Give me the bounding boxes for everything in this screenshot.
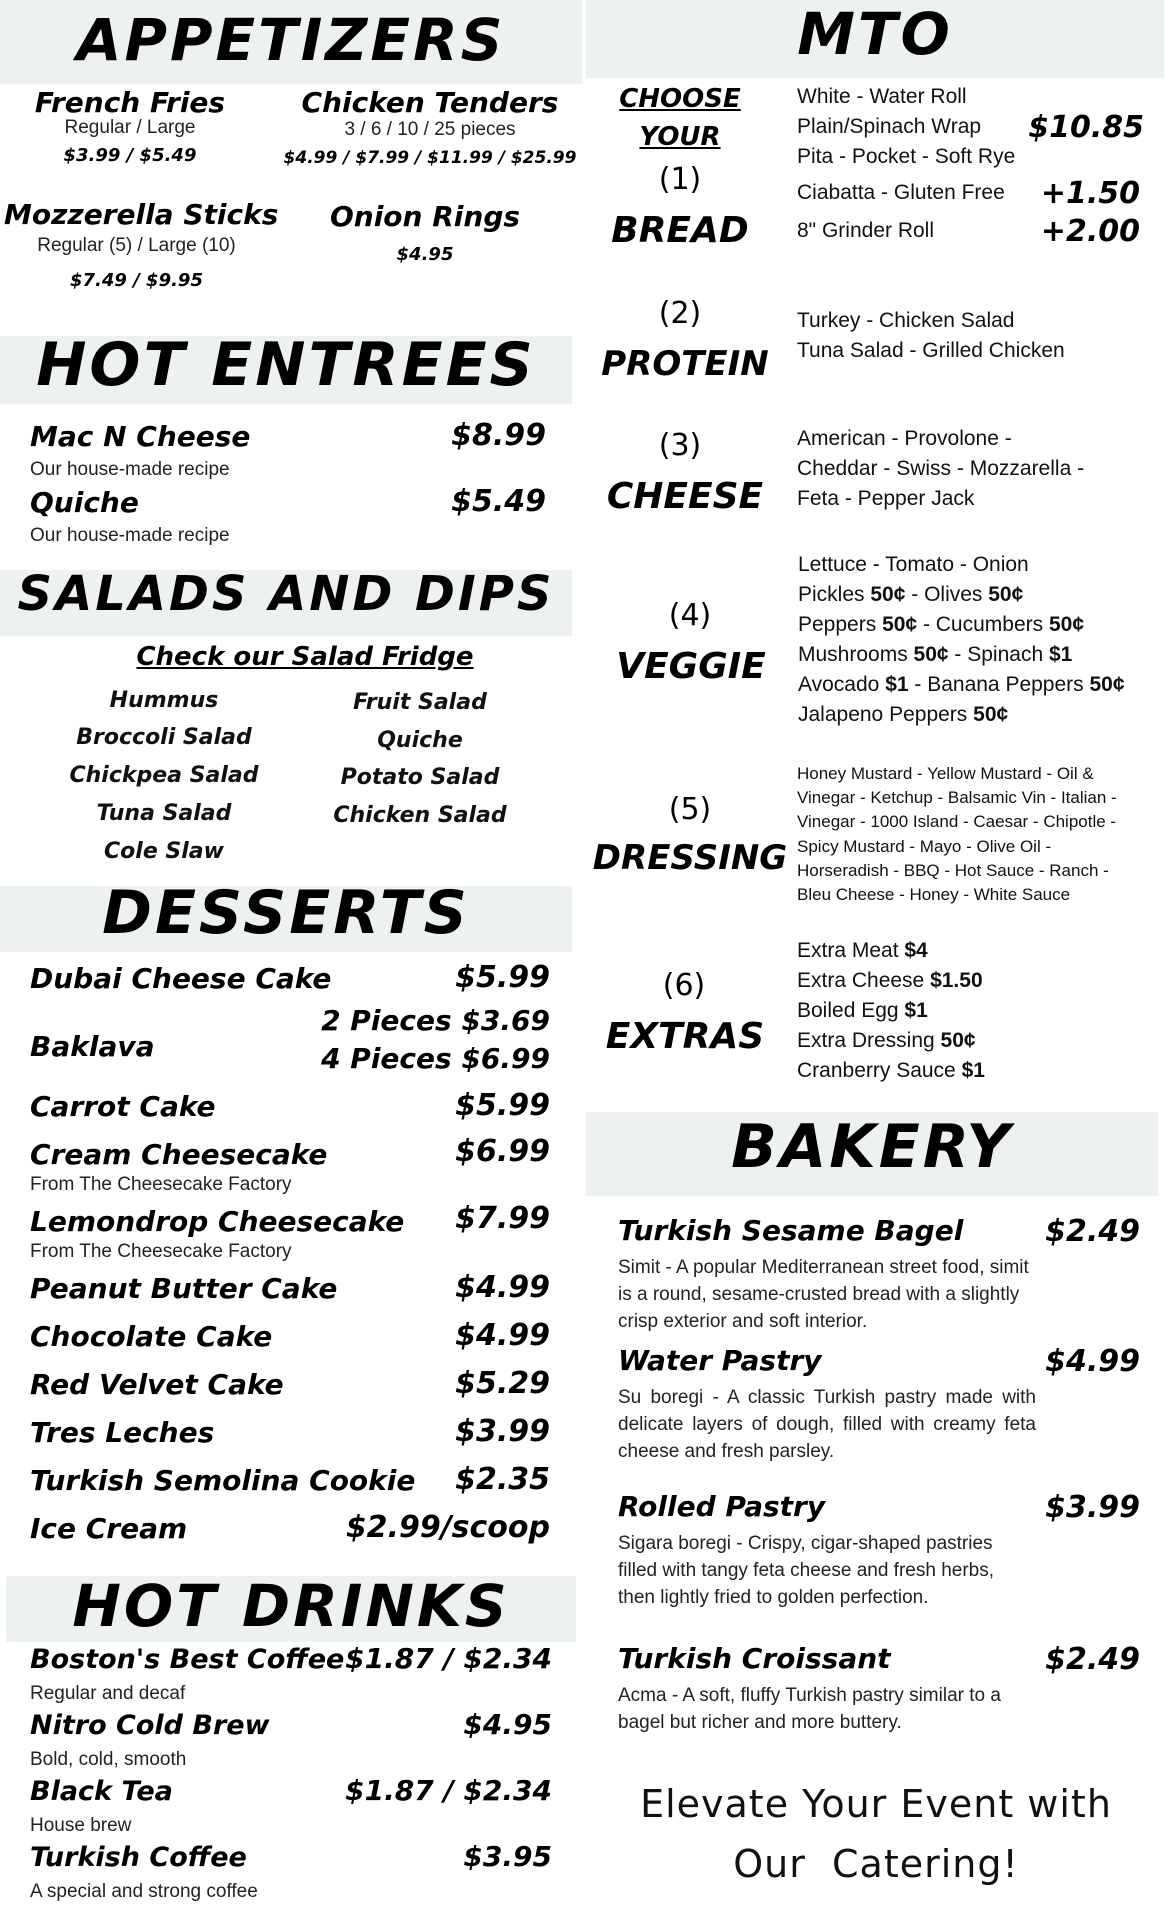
step-number: (6) [662, 968, 706, 1003]
dessert-name: Peanut Butter Cake [30, 1272, 338, 1305]
bread-option: Ciabatta - Gluten Free [797, 181, 1005, 204]
mto-title: MTO [797, 0, 953, 68]
salad-item: Broccoli Salad [76, 725, 252, 750]
protein-option: Turkey - Chicken Salad [797, 309, 1015, 332]
step-label-extras: EXTRAS [605, 1016, 765, 1057]
appetizer-price: $3.99 / $5.49 [63, 145, 197, 166]
veggie-price: $1 [1048, 643, 1073, 666]
veggie-text: Lettuce - Tomato - Onion [798, 553, 1029, 576]
appetizer-detail: Regular / Large [64, 117, 196, 138]
dressing-options: Bleu Cheese - Honey - White Sauce [797, 885, 1071, 904]
dessert-price: 2 Pieces $3.69 [321, 1004, 550, 1037]
veggie-option [798, 670, 1125, 700]
bakery-item-description: Acma - A soft, fluffy Turkish pastry similar to a bagel but richer and more buttery. [618, 1685, 1001, 1733]
bread-option: White - Water Roll [797, 85, 967, 108]
extra-option [797, 1026, 976, 1056]
veggie-option [798, 610, 1084, 640]
veggie-option [798, 700, 1008, 730]
bakery-item-description: Sigara boregi - Crispy, cigar-shaped pastries filled with tangy feta cheese and fresh herbs, then lightly fried to golden perfection. [618, 1533, 995, 1608]
salad-item: Tuna Salad [96, 801, 232, 826]
drink-description: Regular and decaf [30, 1683, 186, 1704]
desserts-title: DESSERTS [102, 878, 470, 948]
veggie-option [798, 550, 1029, 580]
extra-name: Extra Dressing [797, 1029, 941, 1052]
salad-item: Hummus [109, 688, 219, 713]
extra-price: $1 [904, 999, 928, 1022]
dressing-options: Vinegar - Ketchup - Balsamic Vin - Italian - [797, 788, 1117, 807]
salads-title: SALADS AND DIPS [17, 566, 555, 622]
veggie-text: Avocado [798, 673, 886, 696]
dessert-name: Lemondrop Cheesecake [30, 1205, 405, 1238]
entree-name: Quiche [30, 486, 139, 519]
drink-name: Black Tea [30, 1776, 173, 1807]
bakery-item-name: Turkish Croissant [618, 1642, 891, 1675]
bakery-item-price: $2.49 [1045, 1642, 1140, 1677]
dressing-options: Honey Mustard - Yellow Mustard - Oil & [797, 764, 1094, 783]
bread-option: Pita - Pocket - Soft Rye [797, 145, 1016, 168]
dessert-description: From The Cheesecake Factory [30, 1241, 292, 1262]
appetizer-price: $7.49 / $9.95 [70, 270, 203, 291]
step-label-veggie: VEGGIE [616, 646, 766, 687]
dessert-name: Cream Cheesecake [30, 1138, 328, 1171]
step-number: (4) [668, 598, 712, 633]
veggie-text: Peppers [798, 613, 883, 636]
salad-item: Chicken Salad [333, 803, 507, 828]
dessert-price: $6.99 [455, 1134, 550, 1169]
veggie-text: Jalapeno Peppers [798, 703, 974, 726]
appetizer-name: Onion Rings [329, 200, 521, 233]
veggie-text: - Cucumbers [917, 613, 1049, 636]
dessert-price: $2.99/scoop [345, 1510, 550, 1545]
salad-item: Chickpea Salad [69, 763, 259, 788]
veggie-text: - Olives [905, 583, 989, 606]
dessert-name: Dubai Cheese Cake [30, 962, 332, 995]
bread-base-price: $10.85 [1028, 110, 1144, 145]
step-number: (2) [658, 296, 702, 331]
step-number: (5) [668, 792, 712, 827]
dessert-price: $7.99 [455, 1201, 550, 1236]
dressing-options: Horseradish - BBQ - Hot Sauce - Ranch - [797, 861, 1109, 880]
appetizer-name: Chicken Tenders [301, 86, 559, 119]
drink-price: $1.87 / $2.34 [345, 1774, 552, 1807]
bakery-item-price: $2.49 [1045, 1214, 1140, 1249]
veggie-text: - Spinach [948, 643, 1049, 666]
salad-item: Fruit Salad [353, 690, 487, 715]
dressing-options: Vinegar - 1000 Island - Caesar - Chipotle - [797, 812, 1117, 831]
veggie-price: 50¢ [973, 703, 1009, 726]
veggie-price: 50¢ [1089, 673, 1125, 696]
drink-description: Bold, cold, smooth [30, 1749, 187, 1770]
salad-fridge-subtitle: Check our Salad Fridge [136, 642, 474, 672]
drink-name: Turkish Coffee [30, 1842, 247, 1873]
salad-item: Potato Salad [340, 765, 500, 790]
entree-description: Our house-made recipe [30, 459, 230, 480]
drink-description: A special and strong coffee [30, 1881, 258, 1902]
bread-option: Plain/Spinach Wrap [797, 115, 982, 138]
bread-option: 8" Grinder Roll [797, 219, 935, 242]
appetizer-name: French Fries [34, 86, 226, 119]
dessert-price: $5.99 [455, 960, 550, 995]
appetizer-price: $4.95 [396, 244, 454, 265]
bread-ciabatta-upcharge: +1.50 [1040, 176, 1140, 211]
bakery-item-name: Turkish Sesame Bagel [618, 1214, 964, 1247]
veggie-price: 50¢ [870, 583, 906, 606]
extra-option [797, 966, 983, 996]
veggie-price: 50¢ [1048, 613, 1085, 636]
entree-name: Mac N Cheese [30, 420, 251, 453]
step-label-bread: BREAD [611, 210, 749, 251]
cheese-option: Feta - Pepper Jack [797, 487, 975, 510]
dessert-price: 4 Pieces $6.99 [321, 1042, 550, 1075]
extra-price: 50¢ [940, 1029, 976, 1052]
dessert-description: From The Cheesecake Factory [30, 1174, 292, 1195]
catering-callout: Our Catering! [733, 1842, 1019, 1886]
entree-price: $5.49 [451, 484, 546, 519]
hot-drinks-title: HOT DRINKS [72, 1572, 510, 1640]
dessert-name: Chocolate Cake [30, 1320, 273, 1353]
dessert-name: Red Velvet Cake [30, 1368, 284, 1401]
dessert-price: $3.99 [455, 1414, 550, 1449]
bakery-item-description: Simit - A popular Mediterranean street food, simit is a round, sesame-crusted bread with a slightly crisp exterior and soft interior. [618, 1257, 1029, 1332]
protein-option: Tuna Salad - Grilled Chicken [797, 339, 1065, 362]
dessert-name: Turkish Semolina Cookie [30, 1464, 416, 1497]
appetizer-detail: 3 / 6 / 10 / 25 pieces [344, 119, 516, 140]
appetizer-detail: Regular (5) / Large (10) [37, 235, 236, 256]
dessert-price: $4.99 [455, 1318, 550, 1353]
appetizer-price: $4.99 / $7.99 / $11.99 / $25.99 [283, 148, 577, 168]
veggie-text: Mushrooms [798, 643, 914, 666]
step-number: (3) [658, 428, 702, 463]
veggie-text: Pickles [798, 583, 871, 606]
extra-price: $1 [961, 1059, 985, 1082]
extra-option [797, 996, 928, 1026]
extra-name: Extra Cheese [797, 969, 931, 992]
dessert-price: $5.29 [455, 1366, 550, 1401]
cheese-option: American - Provolone - [797, 427, 1012, 450]
salad-item: Cole Slaw [104, 839, 224, 864]
extra-price: $4 [904, 939, 928, 962]
choose-your-label: CHOOSE [619, 84, 741, 114]
dessert-name: Tres Leches [30, 1416, 215, 1449]
veggie-price: $1 [885, 673, 909, 696]
entree-description: Our house-made recipe [30, 525, 230, 546]
step-label-dressing: DRESSING [592, 838, 788, 878]
veggie-price: 50¢ [913, 643, 949, 666]
drink-price: $4.95 [463, 1708, 552, 1741]
drink-price: $1.87 / $2.34 [345, 1642, 552, 1675]
extra-name: Extra Meat [797, 939, 905, 962]
veggie-option [798, 580, 1023, 610]
extra-price: $1.50 [930, 969, 983, 992]
appetizers-title: APPETIZERS [76, 6, 506, 74]
dessert-name: Baklava [30, 1030, 155, 1063]
extra-option [797, 1056, 985, 1086]
bakery-item-name: Rolled Pastry [618, 1490, 826, 1523]
veggie-option [798, 640, 1072, 670]
drink-description: House brew [30, 1815, 132, 1836]
veggie-price: 50¢ [988, 583, 1024, 606]
extra-option [797, 936, 928, 966]
drink-name: Boston's Best Coffee [30, 1644, 345, 1675]
drink-price: $3.95 [463, 1840, 552, 1873]
extra-name: Boiled Egg [797, 999, 905, 1022]
choose-your-label: YOUR [639, 122, 721, 152]
bakery-item-price: $3.99 [1045, 1490, 1140, 1525]
catering-callout: Elevate Your Event with [640, 1782, 1112, 1826]
step-label-protein: PROTEIN [601, 344, 769, 384]
veggie-price: 50¢ [882, 613, 918, 636]
dessert-name: Carrot Cake [30, 1090, 216, 1123]
hot-entrees-title: HOT ENTREES [36, 330, 536, 400]
cheese-option: Cheddar - Swiss - Mozzarella - [797, 457, 1085, 480]
step-label-cheese: CHEESE [606, 476, 764, 517]
bakery-item-price: $4.99 [1045, 1344, 1140, 1379]
dessert-name: Ice Cream [30, 1512, 188, 1545]
veggie-text: - Banana Peppers [908, 673, 1090, 696]
bakery-item-description: Su boregi - A classic Turkish pastry made with delicate layers of dough, filled with creamy feta cheese and fresh parsley. [618, 1387, 1036, 1462]
bakery-item-name: Water Pastry [618, 1344, 822, 1377]
dessert-price: $5.99 [455, 1088, 550, 1123]
dessert-price: $2.35 [455, 1462, 550, 1497]
step-number: (1) [658, 162, 702, 197]
extra-name: Cranberry Sauce [797, 1059, 962, 1082]
dessert-price: $4.99 [455, 1270, 550, 1305]
bread-grinder-upcharge: +2.00 [1040, 214, 1140, 249]
entree-price: $8.99 [451, 418, 546, 453]
dressing-options: Spicy Mustard - Mayo - Olive Oil - [797, 837, 1052, 856]
appetizer-name: Mozzerella Sticks [4, 198, 279, 231]
drink-name: Nitro Cold Brew [30, 1710, 270, 1741]
salad-item: Quiche [377, 728, 463, 753]
bakery-title: BAKERY [731, 1112, 1013, 1182]
